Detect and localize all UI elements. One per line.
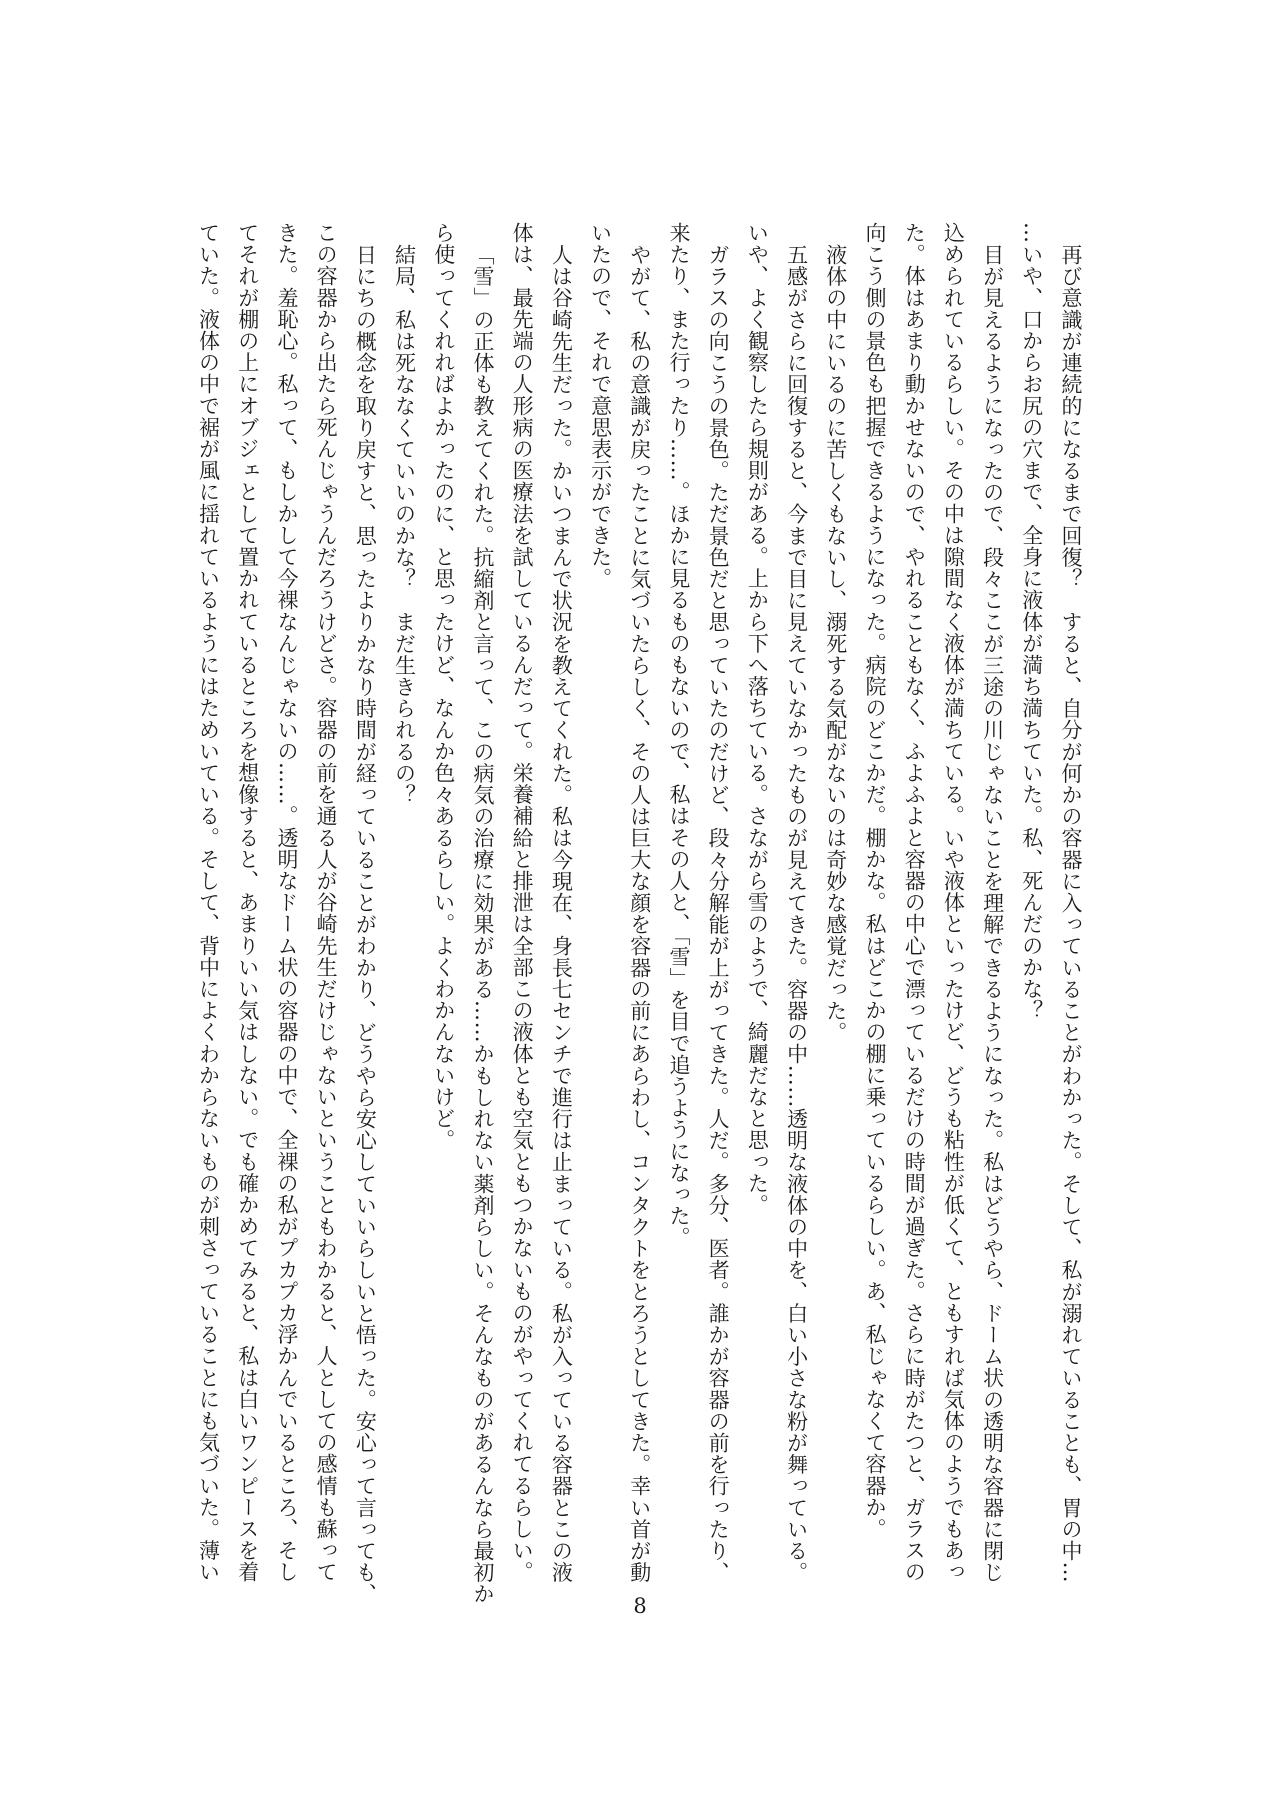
text-line-21: きた。羞恥心。私って、もしかして今裸なんじゃないの……。透明なドーム状の容器の中で、全裸の私がプカプカ浮かんでいるところ、そし — [274, 222, 299, 1583]
body-text-block — [188, 222, 1090, 1622]
text-line-7: 液体の中にいるのに苦しくもないし、溺死する気配がないのは奇妙な感覚だった。 — [823, 243, 848, 1043]
text-line-2: …いや、口からお尻の穴まで、全身に液体が満ち満ちていた。私、死んだのかな？ — [1019, 222, 1044, 1022]
text-line-20: この容器から出たら死んじゃうんだろうけどさ。容器の前を通る人が谷崎先生だけじゃないということもわかると、人としての感情も蘇って — [314, 222, 339, 1583]
text-line-6: 向こう側の景色も把握できるようになった。病院のどこかだ。棚かな。私はどこかの棚に乗っているらしい。あ、私じゃなくて容器か。 — [862, 222, 887, 1540]
text-line-1: 再び意識が連続的になるまで回復？ すると、自分が何かの容器に入っていることがわかった。そして、私が溺れていることも、胃の中… — [1059, 243, 1083, 1583]
text-line-16: 「雪」の正体も教えてくれた。抗縮剤と言って、この病気の治療に効果がある……かもしれない薬剤らしい。そんなものがあるんなら最初か — [470, 243, 495, 1605]
text-line-11: 来たり、また行ったり……。ほかに見るものもないので、私はその人と、「雪」を目で追うようになった。 — [666, 222, 691, 1249]
text-line-14: 人は谷崎先生だった。かいつまんで状況を教えてくれた。私は今現在、身長七センチで進行は止まっている。私が入っている容器とこの液 — [549, 243, 574, 1583]
page-number: 8 — [633, 1594, 647, 1618]
text-line-18: 結局、私は死ななくていいのかな？ まだ生きられるの？ — [392, 243, 417, 806]
text-line-4: 込められているらしい。その中は隙間なく液体が満ちている。いや液体といったけど、どうも粘性が低くて、ともすれば気体のようでもあっ — [941, 222, 966, 1583]
text-line-3: 目が見えるようになったので、段々ここが三途の川じゃないことを理解できるようになった。私はどうやら、ドーム状の透明な容器に閉じ — [980, 243, 1005, 1583]
text-line-5: た。体はあまり動かせないので、やれることもなく、ふよふよと容器の中心で漂っているだけの時間が過ぎた。さらに時がたつと、ガラスの — [902, 222, 927, 1583]
text-line-23: ていた。液体の中で裾が風に揺れているようにはためいている。そして、背中によくわからないものが刺さっていることにも気づいた。薄い — [196, 222, 221, 1583]
text-line-10: ガラスの向こうの景色。ただ景色だと思っていたのだけど、段々分解能が上がってきた。人だ。多分、医者。誰かが容器の前を行ったり、 — [706, 243, 731, 1583]
text-line-8: 五感がさらに回復すると、今まで目に見えていなかったものが見えてきた。容器の中……透明な液体の中を、白い小さな粉が舞っている。 — [784, 243, 809, 1583]
text-line-13: いたので、それで意思表示ができた。 — [588, 222, 613, 590]
text-line-9: いや、よく観察したら規則がある。上から下へ落ちている。さながら雪のようで、綺麗だなと思った。 — [745, 222, 770, 1216]
text-line-15: 体は、最先端の人形病の医療法を試しているんだって。栄養補給と排泄は全部この液体とも空気ともつかないものがやってくれてるらしい。 — [510, 222, 535, 1583]
text-line-22: てそれが棚の上にオブジェとして置かれているところを想像すると、あまりいい気はしない。でも確かめてみると、私は白いワンピースを着 — [235, 222, 260, 1583]
text-line-19: 日にちの概念を取り戻すと、思ったよりかなり時間が経っていることがわかり、どうやら安心していいらしいと悟った。安心って言っても、 — [353, 243, 378, 1605]
text-line-17: ら使ってくれればよかったのに、と思ったけど、なんか色々あるらしい。よくわかんないけど。 — [431, 222, 456, 1151]
text-line-12: やがて、私の意識が戻ったことに気づいたらしく、その人は巨大な顔を容器の前にあらわし、コンタクトをとろうとしてきた。幸い首が動 — [627, 243, 652, 1583]
